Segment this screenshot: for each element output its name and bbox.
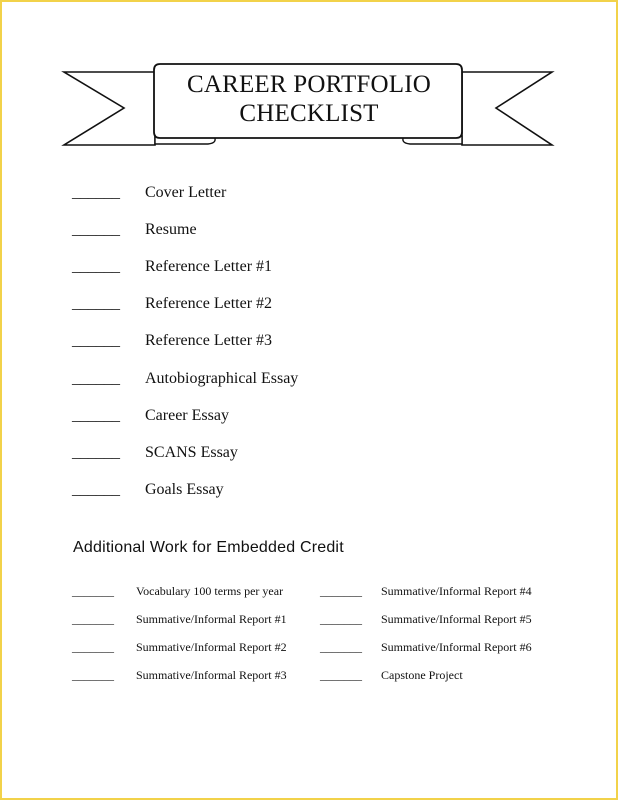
checklist-item — [0, 292, 618, 316]
check-blank[interactable]: ______ — [72, 221, 120, 238]
check-blank[interactable]: _______ — [72, 584, 114, 598]
list-item — [320, 610, 560, 628]
list-item — [72, 666, 312, 684]
checklist-item-label: Career Essay — [145, 407, 229, 424]
check-blank[interactable]: ______ — [72, 184, 120, 201]
list-item-label: Summative/Informal Report #1 — [136, 612, 287, 626]
title-line-2: CHECKLIST — [239, 100, 379, 127]
checklist-item — [0, 404, 618, 428]
checklist-item — [0, 218, 618, 242]
check-blank[interactable]: _______ — [320, 668, 362, 682]
ribbon-left-tail — [64, 72, 155, 145]
checklist-item-label: Reference Letter #1 — [145, 258, 273, 275]
list-item — [320, 638, 560, 656]
checklist-item-label: Reference Letter #3 — [145, 332, 273, 349]
list-item — [72, 582, 312, 600]
list-item-label: Summative/Informal Report #5 — [381, 612, 532, 626]
list-item-label: Summative/Informal Report #4 — [381, 584, 532, 598]
check-blank[interactable]: ______ — [72, 332, 120, 349]
section-heading: Additional Work for Embedded Credit — [73, 539, 344, 556]
list-item-label: Summative/Informal Report #3 — [136, 668, 287, 682]
check-blank[interactable]: ______ — [72, 295, 120, 312]
checklist-item-label: Autobiographical Essay — [145, 370, 299, 387]
list-item-label: Capstone Project — [381, 668, 463, 682]
list-item — [320, 582, 560, 600]
title-line-1: CAREER PORTFOLIO — [186, 71, 432, 98]
checklist-item — [0, 329, 618, 353]
list-item — [72, 610, 312, 628]
check-blank[interactable]: _______ — [320, 612, 362, 626]
check-blank[interactable]: _______ — [72, 640, 114, 654]
page-title — [154, 70, 464, 128]
check-blank[interactable]: _______ — [320, 584, 362, 598]
check-blank[interactable]: ______ — [72, 258, 120, 275]
checklist-item-label: Goals Essay — [145, 481, 224, 498]
check-blank[interactable]: ______ — [72, 481, 120, 498]
ribbon-right-tail — [462, 72, 552, 145]
checklist-item-label: Resume — [145, 221, 197, 238]
check-blank[interactable]: ______ — [72, 444, 120, 461]
check-blank[interactable]: ______ — [72, 407, 120, 424]
check-blank[interactable]: _______ — [72, 668, 114, 682]
list-item-label: Summative/Informal Report #6 — [381, 640, 532, 654]
checklist-item — [0, 441, 618, 465]
list-item — [320, 666, 560, 684]
check-blank[interactable]: _______ — [320, 640, 362, 654]
checklist-item — [0, 255, 618, 279]
checklist-item-label: Reference Letter #2 — [145, 295, 273, 312]
checklist-item-label: SCANS Essay — [145, 444, 238, 461]
check-blank[interactable]: ______ — [72, 370, 120, 387]
checklist-item — [0, 181, 618, 205]
check-blank[interactable]: _______ — [72, 612, 114, 626]
checklist-item — [0, 478, 618, 502]
checklist-item — [0, 367, 618, 391]
list-item-label: Vocabulary 100 terms per year — [136, 584, 284, 598]
list-item — [72, 638, 312, 656]
checklist-item-label: Cover Letter — [145, 184, 227, 201]
list-item-label: Summative/Informal Report #2 — [136, 640, 287, 654]
